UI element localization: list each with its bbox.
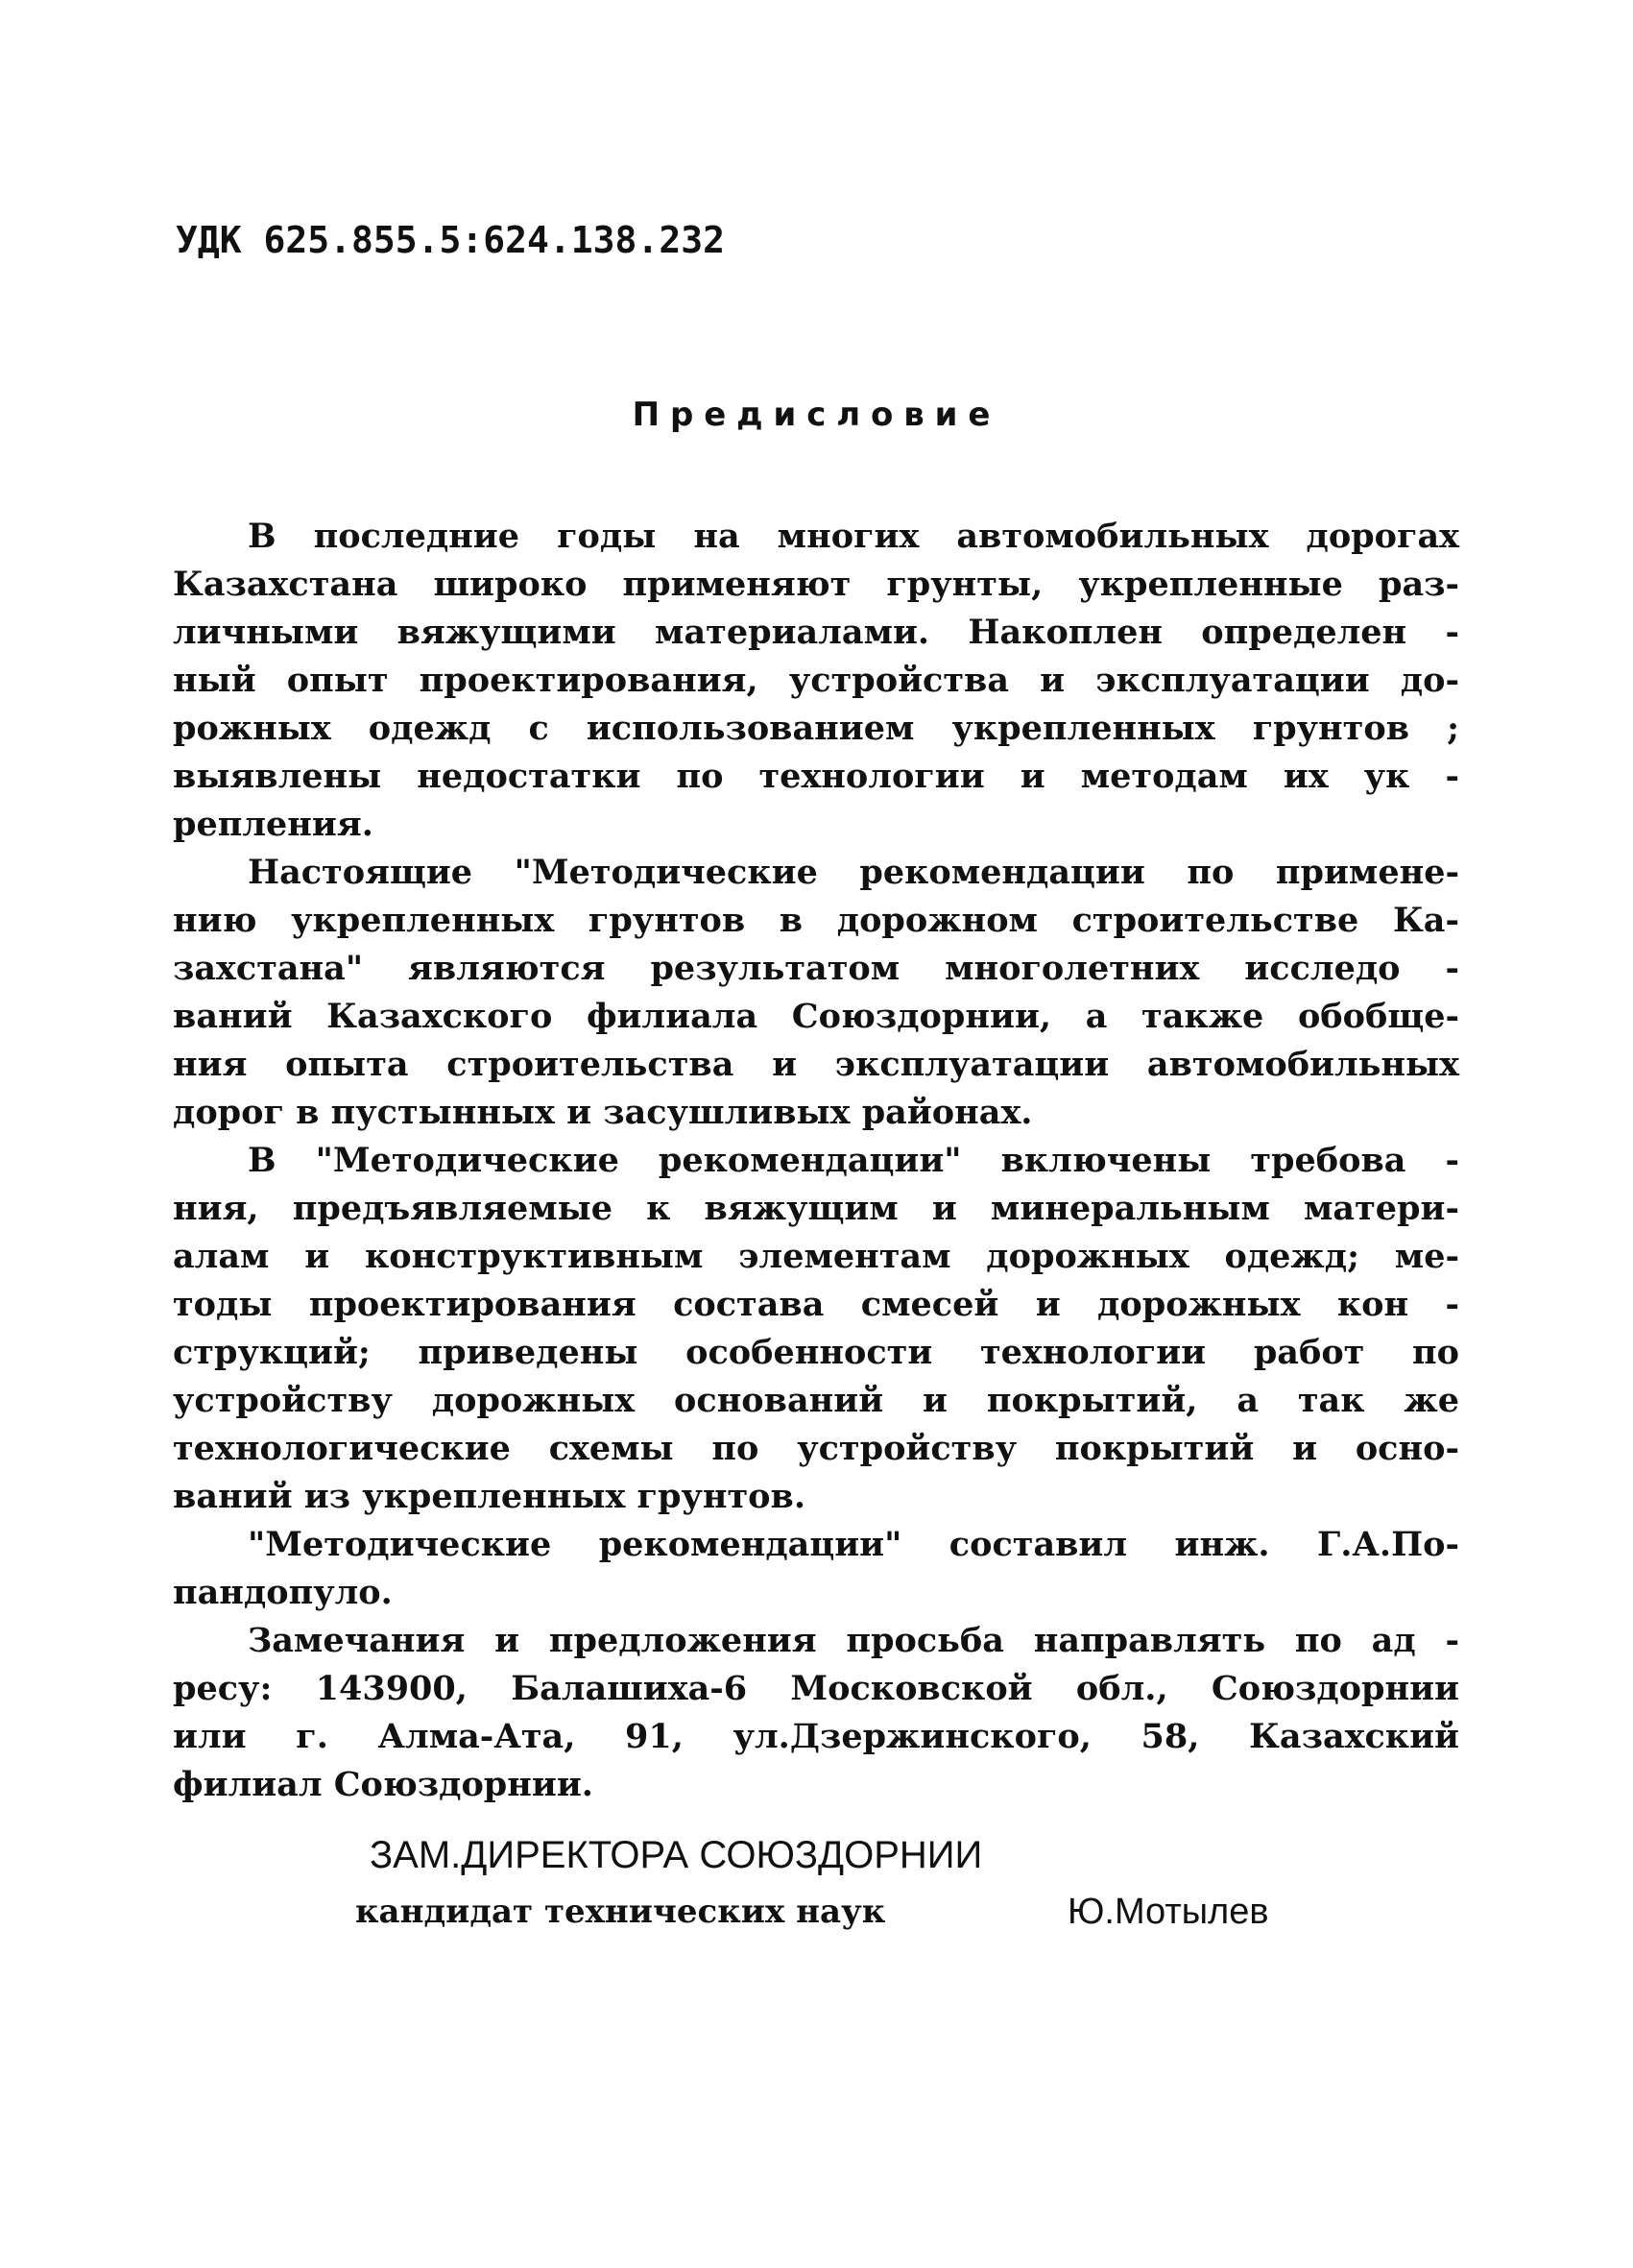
signature-name: Ю.Мотылев (1068, 1892, 1269, 1932)
paragraph (173, 849, 1459, 1137)
text-line: алам и конструктивным элементам дорожных одежд; ме- (173, 1237, 1459, 1276)
text-line: репления. (173, 805, 373, 844)
text-line: пандопуло. (173, 1573, 393, 1612)
paragraph (173, 1521, 1459, 1617)
page-title: Предисловие (632, 396, 1001, 434)
signature-position: кандидат технических наук (355, 1893, 886, 1931)
text-line: В последние годы на многих автомобильных дорогах (248, 517, 1459, 556)
paragraph (173, 513, 1459, 849)
text-line: ваний Казахского филиала Союздорнии, а также обобще- (173, 997, 1459, 1036)
text-line: Замечания и предложения просьба направлять по ад - (248, 1621, 1459, 1660)
text-line: Настоящие "Методические рекомендации по примене- (248, 853, 1459, 892)
text-line: Казахстана широко применяют грунты, укрепленные раз- (173, 565, 1459, 604)
text-line: ный опыт проектирования, устройства и эксплуатации до- (173, 661, 1459, 700)
text-line: захстана" являются результатом многолетних исследо - (173, 949, 1459, 988)
text-line: струкций; приведены особенности технологии работ по (173, 1333, 1459, 1372)
text-line: "Методические рекомендации" составил инж. Г.А.По- (248, 1525, 1459, 1564)
text-line: личными вяжущими материалами. Накоплен определен - (173, 613, 1459, 652)
text-line: тоды проектирования состава смесей и дорожных кон - (173, 1285, 1459, 1324)
text-line: или г. Алма-Ата, 91, ул.Дзержинского, 58, Казахский (173, 1717, 1459, 1756)
text-line: В "Методические рекомендации" включены требова - (248, 1141, 1459, 1180)
signature-line (355, 1888, 1315, 1936)
text-line: нию укрепленных грунтов в дорожном строительстве Ка- (173, 901, 1459, 940)
text-line: рожных одежд с использованием укрепленных грунтов ; (173, 709, 1459, 748)
text-line: технологические схемы по устройству покрытий и осно- (173, 1429, 1459, 1468)
text-line: ния опыта строительства и эксплуатации автомобильных (173, 1045, 1459, 1084)
paragraph (173, 1137, 1459, 1521)
text-line: устройству дорожных оснований и покрытий, а так же (173, 1381, 1459, 1420)
text-line: ваний из укрепленных грунтов. (173, 1477, 806, 1516)
preface-body (173, 513, 1459, 1809)
text-line: дорог в пустынных и засушливых районах. (173, 1093, 1033, 1132)
text-line: ресу: 143900, Балашиха-6 Московской обл., Союздорнии (173, 1669, 1459, 1708)
text-line: филиал Союздорнии. (173, 1765, 593, 1804)
text-line: ния, предъявляемые к вяжущим и минеральным матери- (173, 1189, 1459, 1228)
text-line: выявлены недостатки по технологии и методам их ук - (173, 757, 1459, 796)
udk-code: УДК 625.855.5:624.138.232 (176, 219, 725, 261)
paragraph (173, 1617, 1459, 1809)
signature-title: ЗАМ.ДИРЕКТОРА СОЮЗДОРНИИ (370, 1834, 983, 1876)
